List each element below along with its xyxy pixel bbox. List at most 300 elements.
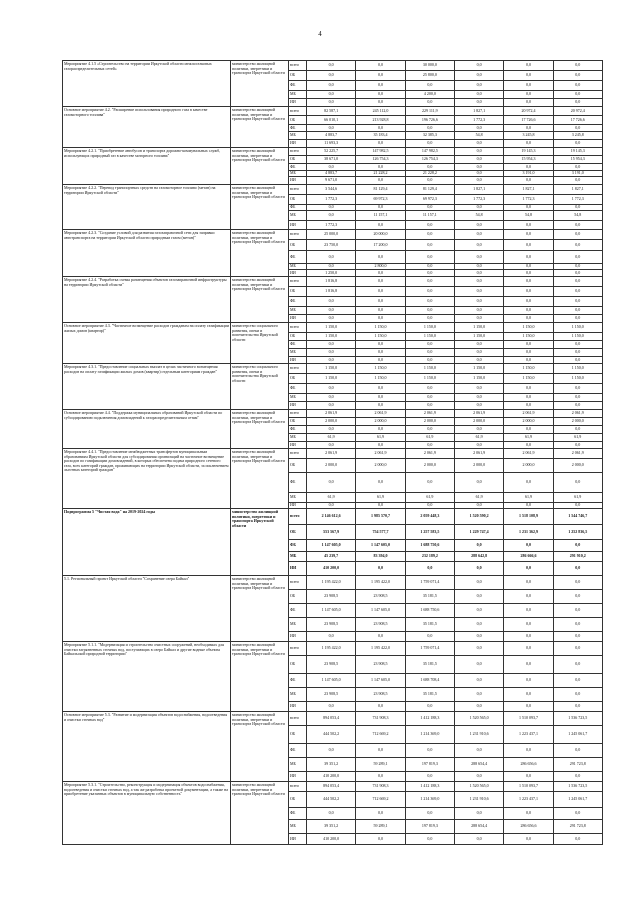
- amount-cell: 1 759 071,4: [405, 642, 454, 656]
- funding-source-cell: ОБ: [289, 418, 307, 426]
- amount-cell: 0,0: [405, 140, 454, 148]
- amount-cell: 0,0: [454, 251, 503, 264]
- amount-cell: 1 510 093,7: [504, 712, 553, 726]
- amount-cell: 1 195 422,0: [356, 576, 405, 590]
- funding-source-cell: ИИ: [289, 99, 307, 107]
- amount-cell: 1 816,8: [307, 277, 356, 287]
- amount-cell: 0,0: [356, 772, 405, 782]
- amount-cell: 0,0: [356, 315, 405, 323]
- table-row: [63, 323, 603, 333]
- amount-cell: 0,0: [307, 503, 356, 509]
- amount-cell: 0,0: [504, 81, 553, 91]
- amount-cell: 1 150,0: [307, 323, 356, 333]
- executor-cell: министерство жилищной политики, энергетики и транспорта Иркутской области: [231, 107, 289, 148]
- amount-cell: 1 150,0: [307, 333, 356, 341]
- amount-cell: 0,0: [504, 642, 553, 656]
- amount-cell: 4 883,7: [307, 171, 356, 177]
- table-row: [63, 576, 603, 590]
- activity-name-cell: Основное мероприятие 4.2. "Расширение использования природного газа в качестве газомоторного топлива": [63, 107, 231, 148]
- amount-cell: 0,0: [553, 632, 602, 642]
- amount-cell: 1 229 747,4: [454, 525, 503, 540]
- amount-cell: 1 195 422,0: [307, 642, 356, 656]
- executor-cell: министерство жилищной политики, энергетики и транспорта Иркутской области: [231, 509, 289, 576]
- amount-cell: 0,0: [504, 473, 553, 493]
- amount-cell: 0,0: [356, 81, 405, 91]
- amount-cell: 35 181,5: [405, 656, 454, 674]
- amount-cell: 2 000,0: [356, 459, 405, 473]
- funding-source-cell: ОБ: [289, 525, 307, 540]
- executor-cell: министерство социального развития, опеки и попечительства Иркутской области: [231, 323, 289, 364]
- funding-source-cell: МБ: [289, 688, 307, 702]
- activity-name-cell: Подпрограмма 5 "Чистая вода" на 2019-2024 годы: [63, 509, 231, 576]
- amount-cell: 0,0: [454, 230, 503, 240]
- funding-source-cell: ОБ: [289, 590, 307, 604]
- amount-cell: 0,0: [307, 71, 356, 81]
- funding-source-cell: ИИ: [289, 402, 307, 410]
- amount-cell: 0,0: [405, 473, 454, 493]
- amount-cell: 0,0: [454, 264, 503, 270]
- amount-cell: 1 257 583,5: [405, 525, 454, 540]
- executor-cell: министерство жилищной политики, энергетики и транспорта Иркутской области: [231, 148, 289, 185]
- amount-cell: 0,0: [553, 562, 602, 576]
- amount-cell: 0,0: [454, 297, 503, 307]
- amount-cell: 1 150,0: [405, 323, 454, 333]
- amount-cell: 0,0: [504, 674, 553, 688]
- amount-cell: 1 827,1: [553, 185, 602, 195]
- amount-cell: 0,0: [504, 307, 553, 315]
- amount-cell: 0,0: [405, 349, 454, 357]
- amount-cell: 2 146 612,6: [307, 509, 356, 525]
- funding-source-cell: ИИ: [289, 140, 307, 148]
- funding-source-cell: ОБ: [289, 792, 307, 808]
- amount-cell: 45 239,7: [307, 552, 356, 562]
- table-row: [63, 449, 603, 459]
- amount-cell: 2 000,0: [405, 418, 454, 426]
- amount-cell: 0,0: [553, 61, 602, 71]
- amount-cell: 1 150,0: [356, 333, 405, 341]
- amount-cell: 0,0: [454, 205, 503, 211]
- amount-cell: 23 908,5: [356, 618, 405, 632]
- amount-cell: 61,9: [356, 493, 405, 503]
- amount-cell: 0,0: [504, 402, 553, 410]
- amount-cell: 0,0: [454, 688, 503, 702]
- amount-cell: 19 145,3: [504, 148, 553, 156]
- amount-cell: 0,0: [405, 702, 454, 712]
- funding-source-cell: МБ: [289, 618, 307, 632]
- funding-source-cell: всего: [289, 277, 307, 287]
- amount-cell: 2 000,0: [454, 459, 503, 473]
- amount-cell: 39 351,2: [307, 820, 356, 834]
- amount-cell: 61,9: [454, 493, 503, 503]
- amount-cell: 1 544 746,7: [553, 509, 602, 525]
- amount-cell: 0,0: [307, 402, 356, 410]
- amount-cell: 1 150,0: [307, 374, 356, 384]
- amount-cell: 0,0: [553, 81, 602, 91]
- amount-cell: 754 577,7: [356, 525, 405, 540]
- amount-cell: 0,0: [504, 164, 553, 171]
- funding-source-cell: ИИ: [289, 221, 307, 230]
- amount-cell: 0,0: [405, 772, 454, 782]
- amount-cell: 0,0: [405, 744, 454, 758]
- amount-cell: 0,0: [553, 91, 602, 99]
- amount-cell: 0,0: [553, 808, 602, 820]
- amount-cell: 0,0: [307, 205, 356, 211]
- amount-cell: 0,0: [454, 81, 503, 91]
- amount-cell: 0,0: [454, 702, 503, 712]
- amount-cell: 23 750,0: [307, 240, 356, 251]
- amount-cell: 1 759 071,4: [405, 576, 454, 590]
- amount-cell: 23 908,5: [307, 590, 356, 604]
- amount-cell: 0,0: [553, 426, 602, 434]
- amount-cell: 0,0: [553, 307, 602, 315]
- amount-cell: 0,0: [504, 240, 553, 251]
- amount-cell: 1 147 605,0: [307, 674, 356, 688]
- amount-cell: 1 510 093,7: [504, 782, 553, 792]
- amount-cell: 0,0: [454, 384, 503, 394]
- amount-cell: 1 827,1: [504, 185, 553, 195]
- amount-cell: 0,0: [307, 702, 356, 712]
- amount-cell: 0,0: [553, 270, 602, 277]
- amount-cell: 0,0: [504, 61, 553, 71]
- amount-cell: 0,0: [553, 442, 602, 449]
- amount-cell: 61,9: [553, 493, 602, 503]
- amount-cell: 410 200,0: [307, 772, 356, 782]
- amount-cell: 147 982,5: [405, 148, 454, 156]
- amount-cell: 0,0: [553, 164, 602, 171]
- amount-cell: 553 567,9: [307, 525, 356, 540]
- amount-cell: 0,0: [307, 99, 356, 107]
- amount-cell: 0,0: [356, 99, 405, 107]
- funding-source-cell: ФБ: [289, 744, 307, 758]
- amount-cell: 731 908,3: [356, 712, 405, 726]
- funding-source-cell: МБ: [289, 493, 307, 503]
- amount-cell: 0,0: [454, 674, 503, 688]
- amount-cell: 17 726,6: [504, 116, 553, 125]
- amount-cell: 0,0: [454, 349, 503, 357]
- funding-source-cell: ИИ: [289, 442, 307, 449]
- amount-cell: 0,0: [553, 277, 602, 287]
- amount-cell: 1 688 750,6: [405, 604, 454, 618]
- funding-source-cell: ФБ: [289, 540, 307, 552]
- amount-cell: 54,8: [504, 211, 553, 221]
- funding-source-cell: ФБ: [289, 205, 307, 211]
- amount-cell: 1 150,0: [504, 323, 553, 333]
- amount-cell: 0,0: [454, 171, 503, 177]
- amount-cell: 17 726,6: [553, 116, 602, 125]
- amount-cell: 2 061,9: [405, 449, 454, 459]
- amount-cell: 59 289,1: [356, 758, 405, 772]
- amount-cell: 0,0: [504, 618, 553, 632]
- amount-cell: 197 819,3: [405, 820, 454, 834]
- amount-cell: 1 827,1: [454, 185, 503, 195]
- amount-cell: 0,0: [553, 287, 602, 297]
- amount-cell: 1 150,0: [454, 333, 503, 341]
- amount-cell: 0,0: [504, 590, 553, 604]
- amount-cell: 894 053,4: [307, 782, 356, 792]
- amount-cell: 1 231 910,6: [454, 792, 503, 808]
- amount-cell: 0,0: [307, 164, 356, 171]
- amount-cell: 731 908,3: [356, 782, 405, 792]
- amount-cell: 0,0: [356, 426, 405, 434]
- amount-cell: 0,0: [504, 426, 553, 434]
- amount-cell: 0,0: [504, 442, 553, 449]
- amount-cell: 1 150,0: [553, 333, 602, 341]
- amount-cell: 0,0: [454, 656, 503, 674]
- amount-cell: 1 150,0: [405, 333, 454, 341]
- table-row: [63, 782, 603, 792]
- amount-cell: 0,0: [356, 270, 405, 277]
- amount-cell: 229 111,9: [405, 107, 454, 116]
- funding-source-cell: ФБ: [289, 297, 307, 307]
- amount-cell: 54,8: [553, 211, 602, 221]
- funding-source-cell: всего: [289, 576, 307, 590]
- amount-cell: 0,0: [504, 540, 553, 552]
- amount-cell: 444 502,2: [307, 792, 356, 808]
- amount-cell: 0,0: [504, 315, 553, 323]
- funding-source-cell: всего: [289, 185, 307, 195]
- amount-cell: 0,0: [553, 230, 602, 240]
- amount-cell: 0,0: [553, 240, 602, 251]
- amount-cell: 0,0: [504, 834, 553, 845]
- amount-cell: 245 112,0: [356, 107, 405, 116]
- amount-cell: 0,0: [356, 834, 405, 845]
- amount-cell: 59 289,1: [356, 820, 405, 834]
- amount-cell: 1 827,1: [454, 107, 503, 116]
- amount-cell: 81 129,4: [356, 185, 405, 195]
- amount-cell: 15 954,3: [504, 156, 553, 164]
- funding-source-cell: всего: [289, 712, 307, 726]
- amount-cell: 0,0: [553, 473, 602, 493]
- amount-cell: 0,0: [504, 125, 553, 132]
- funding-source-cell: ИИ: [289, 772, 307, 782]
- amount-cell: 61,9: [356, 434, 405, 442]
- amount-cell: 3 245,8: [504, 132, 553, 140]
- amount-cell: 0,0: [405, 264, 454, 270]
- amount-cell: 0,0: [307, 341, 356, 349]
- amount-cell: 0,0: [405, 270, 454, 277]
- amount-cell: 147 982,5: [356, 148, 405, 156]
- funding-source-cell: ОБ: [289, 656, 307, 674]
- amount-cell: 0,0: [504, 562, 553, 576]
- funding-source-cell: МБ: [289, 132, 307, 140]
- funding-source-cell: ОБ: [289, 333, 307, 341]
- amount-cell: 0,0: [307, 211, 356, 221]
- amount-cell: 0,0: [504, 297, 553, 307]
- amount-cell: 0,0: [454, 61, 503, 71]
- amount-cell: 61,9: [405, 493, 454, 503]
- amount-cell: 0,0: [356, 91, 405, 99]
- amount-cell: 83 394,0: [356, 552, 405, 562]
- amount-cell: 0,0: [454, 618, 503, 632]
- amount-cell: 21 228,2: [356, 171, 405, 177]
- amount-cell: 0,0: [454, 91, 503, 99]
- amount-cell: 232 189,2: [405, 552, 454, 562]
- amount-cell: 0,0: [356, 357, 405, 364]
- amount-cell: 1 520 565,0: [454, 782, 503, 792]
- funding-source-cell: ФБ: [289, 473, 307, 493]
- amount-cell: 0,0: [553, 177, 602, 185]
- amount-cell: 0,0: [356, 744, 405, 758]
- amount-cell: 0,0: [553, 540, 602, 552]
- amount-cell: 2 061,9: [307, 410, 356, 418]
- amount-cell: 54,8: [454, 211, 503, 221]
- activity-name-cell: Мероприятие 4.1.5 «Строительство на территории Иркутской области межпоселковых газораспределительных сетей»: [63, 61, 231, 107]
- amount-cell: 1 150,0: [405, 364, 454, 374]
- budget-table: [62, 60, 603, 845]
- amount-cell: 1 147 605,0: [307, 604, 356, 618]
- executor-cell: министерство жилищной политики, энергетики и транспорта Иркутской области: [231, 712, 289, 782]
- amount-cell: 0,0: [356, 402, 405, 410]
- amount-cell: 2 000,0: [405, 459, 454, 473]
- table-row: [63, 509, 603, 525]
- amount-cell: 0,0: [405, 394, 454, 402]
- amount-cell: 39 351,2: [307, 758, 356, 772]
- amount-cell: 0,0: [504, 230, 553, 240]
- amount-cell: 288 654,4: [454, 758, 503, 772]
- amount-cell: 61,9: [307, 434, 356, 442]
- amount-cell: 1 150,0: [454, 323, 503, 333]
- amount-cell: 38 671,0: [307, 156, 356, 164]
- page-number: 4: [318, 30, 322, 38]
- amount-cell: 0,0: [307, 307, 356, 315]
- amount-cell: 1 518 108,9: [504, 509, 553, 525]
- amount-cell: 1 536 723,5: [553, 712, 602, 726]
- amount-cell: 0,0: [307, 125, 356, 132]
- amount-cell: 23 908,5: [356, 688, 405, 702]
- executor-cell: министерство жилищной политики, энергетики и транспорта Иркутской области: [231, 449, 289, 509]
- amount-cell: 1 150,0: [356, 323, 405, 333]
- amount-cell: 410 200,0: [307, 562, 356, 576]
- executor-cell: министерство жилищной политики, энергетики и транспорта Иркутской области: [231, 277, 289, 323]
- amount-cell: 0,0: [454, 140, 503, 148]
- amount-cell: 1 150,0: [356, 374, 405, 384]
- amount-cell: 2 061,9: [307, 449, 356, 459]
- amount-cell: 0,0: [553, 99, 602, 107]
- amount-cell: 0,0: [553, 394, 602, 402]
- funding-source-cell: МБ: [289, 434, 307, 442]
- amount-cell: 0,0: [504, 744, 553, 758]
- amount-cell: 0,0: [454, 315, 503, 323]
- amount-cell: 2 061,9: [504, 410, 553, 418]
- amount-cell: 0,0: [553, 349, 602, 357]
- amount-cell: 15 954,3: [553, 156, 602, 164]
- amount-cell: 0,0: [454, 642, 503, 656]
- amount-cell: 0,0: [504, 503, 553, 509]
- amount-cell: 0,0: [553, 264, 602, 270]
- amount-cell: 21 228,2: [405, 171, 454, 177]
- amount-cell: 0,0: [504, 270, 553, 277]
- amount-cell: 0,0: [307, 808, 356, 820]
- amount-cell: 0,0: [504, 177, 553, 185]
- amount-cell: 0,0: [405, 808, 454, 820]
- amount-cell: 712 669,2: [356, 792, 405, 808]
- activity-name-cell: Мероприятие 4.2.2. "Перевод транспортных средств на газомоторное топливо (метан) на территории Иркутской области": [63, 185, 231, 230]
- activity-name-cell: Мероприятие 5.3.1. "Строительство, реконструкция и модернизация объектов водоснабжения, водоотведения и очистки сточных вод, а так же разработка проектной документации, а также на приобретение указанных объектов в муниципальную собственность": [63, 782, 231, 845]
- funding-source-cell: всего: [289, 449, 307, 459]
- amount-cell: 2 000,0: [504, 459, 553, 473]
- funding-source-cell: ФБ: [289, 808, 307, 820]
- amount-cell: 3 245,8: [553, 132, 602, 140]
- amount-cell: 0,0: [504, 277, 553, 287]
- funding-source-cell: МБ: [289, 211, 307, 221]
- funding-source-cell: ОБ: [289, 156, 307, 164]
- amount-cell: 61,9: [405, 434, 454, 442]
- amount-cell: 0,0: [504, 772, 553, 782]
- amount-cell: 1 150,0: [504, 374, 553, 384]
- amount-cell: 1 150,0: [553, 323, 602, 333]
- amount-cell: 0,0: [307, 315, 356, 323]
- amount-cell: 0,0: [454, 503, 503, 509]
- amount-cell: 25 000,0: [307, 230, 356, 240]
- table-row: [63, 410, 603, 418]
- amount-cell: 0,0: [307, 357, 356, 364]
- amount-cell: 1 412 188,3: [405, 782, 454, 792]
- amount-cell: 1 985 570,7: [356, 509, 405, 525]
- amount-cell: 0,0: [356, 808, 405, 820]
- activity-name-cell: Мероприятие 5.1.1. "Модернизация и строительство очистных сооружений, необходимых для очистки загрязненных сточных вод, поступающих в озеро Байкал и другие водные объекты Байкальской природной территории": [63, 642, 231, 712]
- amount-cell: 61,9: [454, 434, 503, 442]
- amount-cell: 0,0: [504, 688, 553, 702]
- funding-source-cell: ИИ: [289, 315, 307, 323]
- funding-source-cell: МБ: [289, 820, 307, 834]
- amount-cell: 0,0: [504, 264, 553, 270]
- amount-cell: 1 772,3: [553, 195, 602, 205]
- funding-source-cell: всего: [289, 107, 307, 116]
- amount-cell: 0,0: [405, 315, 454, 323]
- amount-cell: 2 000,0: [454, 418, 503, 426]
- funding-source-cell: ИИ: [289, 177, 307, 185]
- amount-cell: 1 214 369,0: [405, 792, 454, 808]
- amount-cell: 1 520 590,2: [454, 509, 503, 525]
- amount-cell: 4 883,7: [307, 132, 356, 140]
- amount-cell: 1 150,0: [454, 364, 503, 374]
- amount-cell: 1 772,3: [307, 195, 356, 205]
- funding-source-cell: всего: [289, 509, 307, 525]
- funding-source-cell: ОБ: [289, 195, 307, 205]
- amount-cell: 1 772,3: [307, 221, 356, 230]
- executor-cell: министерство жилищной политики, энергетики и транспорта Иркутской области: [231, 782, 289, 845]
- amount-cell: 0,0: [356, 164, 405, 171]
- amount-cell: 0,0: [454, 71, 503, 81]
- amount-cell: 1 412 188,3: [405, 712, 454, 726]
- amount-cell: 0,0: [504, 341, 553, 349]
- funding-source-cell: ФБ: [289, 164, 307, 171]
- funding-source-cell: МБ: [289, 307, 307, 315]
- funding-source-cell: ИИ: [289, 357, 307, 364]
- amount-cell: 894 053,4: [307, 712, 356, 726]
- activity-name-cell: Основное мероприятие 4.4. "Поддержка муниципальных образований Иркутской области по субсидированию подключения домовладений к газораспределительным сетям": [63, 410, 231, 449]
- amount-cell: 0,0: [553, 618, 602, 632]
- amount-cell: 0,0: [553, 221, 602, 230]
- amount-cell: 1 245 061,7: [553, 726, 602, 744]
- funding-source-cell: ИИ: [289, 632, 307, 642]
- amount-cell: 197 819,3: [405, 758, 454, 772]
- amount-cell: 0,0: [307, 473, 356, 493]
- funding-source-cell: всего: [289, 782, 307, 792]
- amount-cell: 0,0: [553, 656, 602, 674]
- amount-cell: 0,0: [553, 688, 602, 702]
- amount-cell: 0,0: [405, 834, 454, 845]
- amount-cell: 291 723,8: [553, 758, 602, 772]
- amount-cell: 1 150,0: [504, 333, 553, 341]
- amount-cell: 0,0: [356, 221, 405, 230]
- amount-cell: 0,0: [405, 297, 454, 307]
- amount-cell: 23 908,5: [356, 656, 405, 674]
- amount-cell: 0,0: [307, 394, 356, 402]
- amount-cell: 0,0: [553, 357, 602, 364]
- amount-cell: 0,0: [553, 744, 602, 758]
- funding-source-cell: всего: [289, 410, 307, 418]
